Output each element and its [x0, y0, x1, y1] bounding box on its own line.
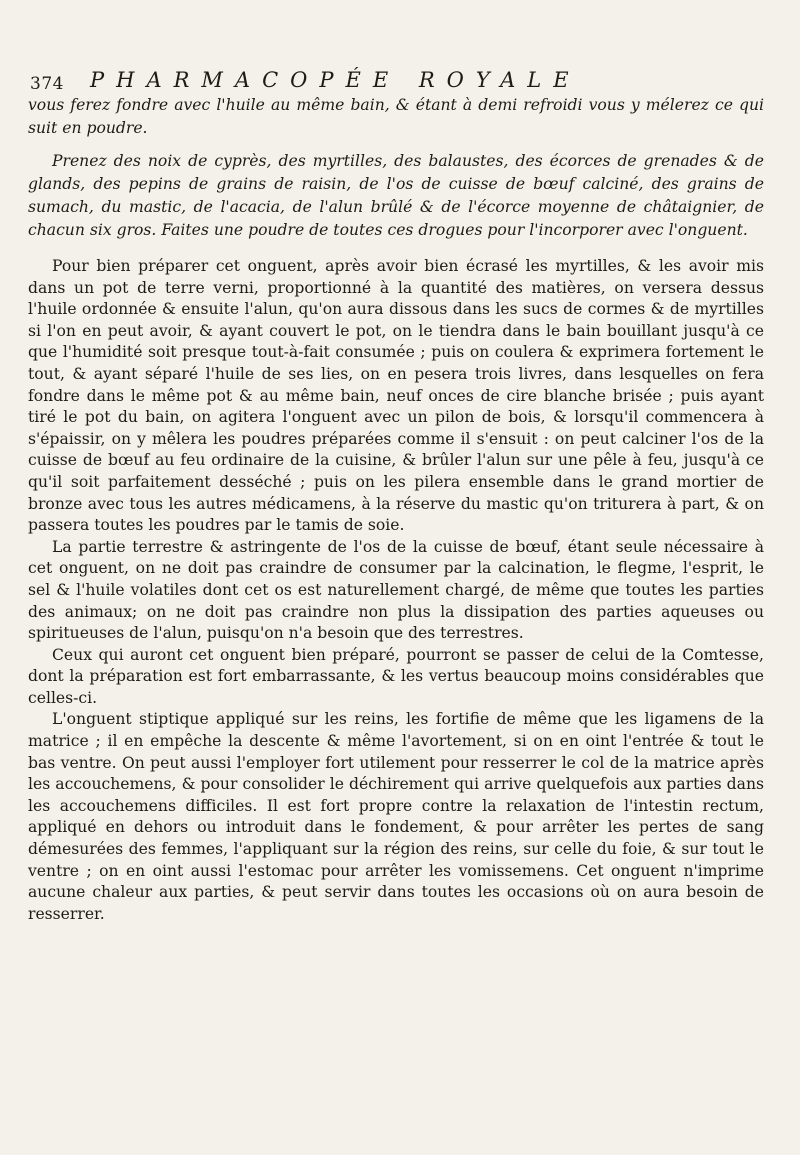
paragraph-preparation: Pour bien préparer cet onguent, après avoir bien écrasé les myrtilles, & les avoir mis dans un pot de terre verni, proportionné à la quantité des matières, on versera dessus l'huile ordonnée & ensuite l'alun, qu'on aura dissous dans les sucs de cormes & de myrtilles si l'on en peut avoir, & ayant couvert le pot, on le tiendra dans le bain bouillant jusqu'à ce que l'humidité soit presque tout-à-fait consumée ; puis on coulera & exprimera fortement le tout, & ayant séparé l'huile de ses lies, on en pesera trois livres, dans lesquelles on fera fondre dans le même pot & au même bain, neuf onces de cire blanche brisée ; puis ayant tiré le pot du bain, on agitera l'onguent avec un pilon de bois, & lorsqu'il commencera à s'épaissir, on y mêlera les poudres préparées comme il s'ensuit : on peut calciner l'os de la cuisse de bœuf au feu ordinaire de la cuisine, & brûler l'alun sur une pêle à feu, jusqu'à ce qu'il soit parfaitement desséché ; puis on les pilera ensemble dans le grand mortier de bronze avec tous les autres médicamens, à la réserve du mastic qu'on triturera à part, & on passera toutes les poudres par le tamis de soie. — [28, 257, 764, 535]
recipe-paragraph: Prenez des noix de cyprès, des myrtilles, des balaustes, des écorces de grenades & de glands, des pepins de grains de raisin, de l'os de cuisse de bœuf calciné, des grains de sumach, du mastic, de l'acacia, de l'alun brûlé & de l'écorce moyenne de châtaignier, de chacun six gros. Faites une poudre de toutes ces drogues pour l'incorporer avec l'onguent. — [28, 152, 764, 239]
page-number: 374 — [30, 74, 64, 94]
paragraph-comtesse: Ceux qui auront cet onguent bien préparé, pourront se passer de celui de la Comtesse, dont la préparation est fort embarrassante, & les vertus beaucoup moins considérables que celles-ci. — [28, 645, 764, 707]
paragraph-vertus: L'onguent stiptique appliqué sur les reins, les fortifie de même que les ligamens de la matrice ; il en empêche la descente & même l'avortement, si on en oint l'entrée & tout le bas ventre. On peut aussi l'employer fort utilement pour resserrer le col de la matrice après les accouchemens, & pour consolider le déchirement qui arrive quelquefois aux parties dans les accouchemens difficiles. Il est fort propre contre la relaxation de l'intestin rectum, appliqué en dehors ou introduit dans le fondement, & pour arrêter les pertes de sang démesurées des femmes, l'appliquant sur la région des reins, sur celle du foie, & sur tout le ventre ; on en oint aussi l'estomac pour arrêter les vomissemens. Cet onguent n'imprime aucune chaleur aux parties, & peut servir dans toutes les occasions où on aura besoin de resserrer. — [28, 710, 764, 923]
body-text — [28, 94, 764, 925]
intro-paragraph: vous ferez fondre avec l'huile au même bain, & étant à demi refroidi vous y mélerez ce qui suit en poudre. — [28, 96, 764, 137]
paragraph-calcination: La partie terrestre & astringente de l'os de la cuisse de bœuf, étant seule nécessaire à cet onguent, on ne doit pas craindre de consumer par la calcination, le flegme, l'esprit, le sel & l'huile volatiles dont cet os est naturellement chargé, de même que toutes les parties des animaux; on ne doit pas craindre non plus la dissipation des parties aqueuses ou spiritueuses de l'alun, puisqu'on n'a besoin que des terrestres. — [28, 537, 764, 643]
running-title: PHARMACOPÉE ROYALE — [90, 68, 581, 92]
running-head — [30, 68, 764, 94]
